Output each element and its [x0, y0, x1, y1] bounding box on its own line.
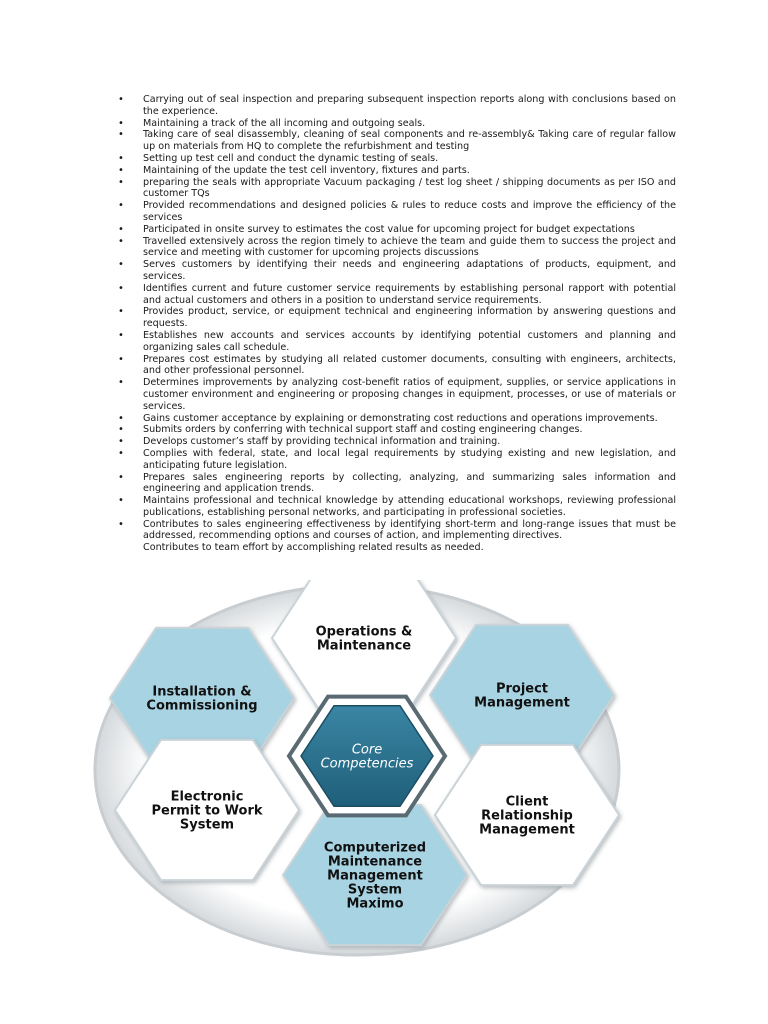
bullet-text: Contributes to sales engineering effectiveness by identifying short-term and long-range issues that must be addressed, recommending options and courses of action, and implementing directives. [143, 518, 676, 542]
core-competencies-diagram [92, 580, 632, 960]
closing-text: Contributes to team effort by accomplishing related results as needed. [143, 542, 484, 554]
bullet-marker: • [118, 471, 124, 483]
bullet-marker: • [118, 518, 124, 530]
bullet-text: Setting up test cell and conduct the dynamic testing of seals. [143, 152, 439, 164]
hex-operations-maintenance-label: Operations & [315, 624, 413, 640]
bullet-marker: • [118, 152, 124, 164]
bullet-text: Provided recommendations and designed policies & rules to reduce costs and improve the efficiency of the services [143, 200, 676, 223]
bullet-marker: • [118, 282, 124, 294]
bullet-item [116, 259, 676, 283]
hex-project-management-label: Project [495, 681, 549, 697]
bullet-text: Complies with federal, state, and local legal requirements by studying existing and new legislation, and anticipating future legislation. [143, 447, 676, 471]
bullet-item [116, 283, 676, 307]
bullet-item [116, 236, 676, 260]
bullet-text: Maintaining a track of the all incoming and outgoing seals. [143, 117, 426, 129]
bullet-text: Provides product, service, or equipment technical and engineering information by answering questions and requests. [143, 306, 676, 330]
bullet-item [116, 519, 676, 543]
bullet-item [116, 200, 676, 224]
bullet-item [116, 424, 676, 436]
core-label: Competencies [320, 756, 414, 772]
bullet-text: Develops customer’s staff by providing technical information and training. [143, 436, 501, 448]
bullet-text: Carrying out of seal inspection and preparing subsequent inspection reports along with conclusions based on the experience. [143, 94, 676, 117]
hex-computerized-maintenance-label: Maximo [346, 896, 404, 912]
hex-computerized-maintenance-label: Management [327, 868, 423, 884]
hex-project-management-label: Management [474, 695, 570, 711]
bullet-text: Maintaining of the update the test cell inventory, fixtures and parts. [143, 164, 470, 176]
bullet-text: preparing the seals with appropriate Vacuum packaging / test log sheet / shipping documents as per ISO and customer TQs [143, 176, 676, 200]
responsibilities-list [116, 94, 676, 554]
bullet-text: Prepares cost estimates by studying all related customer documents, consulting with engineers, architects, and other professional personnel. [143, 353, 676, 377]
bullet-marker: • [118, 94, 124, 105]
bullet-item [116, 224, 676, 236]
bullet-text: Maintains professional and technical knowledge by attending educational workshops, reviewing professional publications, establishing personal networks, and participating in professional societies. [143, 495, 676, 518]
hex-computerized-maintenance-label: System [347, 882, 403, 898]
bullet-item [116, 153, 676, 165]
bullet-item [116, 377, 676, 412]
bullet-marker: • [118, 447, 124, 459]
bullet-text: Travelled extensively across the region timely to achieve the team and guide them to success the project and service and meeting with customer for upcoming projects discussions [143, 235, 676, 259]
competency-hexagon-graphic [92, 580, 632, 960]
bullet-text: Prepares sales engineering reports by collecting, analyzing, and summarizing sales information and engineering and application trends. [143, 471, 676, 495]
bullet-marker: • [118, 377, 124, 389]
hex-client-relationship-label: Relationship [481, 808, 573, 824]
bullet-marker: • [118, 412, 124, 424]
bullet-marker: • [118, 436, 124, 448]
hex-installation-commissioning-label: Commissioning [146, 698, 258, 714]
bullet-marker: • [118, 129, 124, 141]
bullet-item [116, 94, 676, 118]
bullet-text: Serves customers by identifying their needs and engineering adaptations of products, equipment, and services. [143, 259, 676, 282]
bullet-text: Determines improvements by analyzing cost-benefit ratios of equipment, supplies, or service applications in customer environment and engineering or proposing changes in equipment, processes, or use of materials or services. [143, 377, 676, 412]
bullet-marker: • [118, 329, 124, 341]
bullet-marker: • [118, 164, 124, 176]
bullet-marker: • [118, 353, 124, 365]
bullet-marker: • [118, 117, 124, 129]
bullet-text: Establishes new accounts and services accounts by identifying potential customers and planning and organizing sales call schedule. [143, 329, 676, 353]
bullet-item [116, 436, 676, 448]
bullet-marker: • [118, 495, 124, 507]
hex-electronic-permit-label: Permit to Work [151, 803, 263, 819]
bullet-text: Gains customer acceptance by explaining or demonstrating cost reductions and operations improvements. [143, 412, 658, 424]
bullet-marker: • [118, 235, 124, 247]
hex-client-relationship-label: Management [479, 822, 575, 838]
bullet-marker: • [118, 223, 124, 235]
hex-operations-maintenance-label: Maintenance [316, 638, 412, 654]
hex-electronic-permit-label: Electronic [170, 789, 244, 805]
bullet-item [116, 165, 676, 177]
bullet-item [116, 177, 676, 201]
bullet-item [116, 118, 676, 130]
bullet-item [116, 306, 676, 330]
bullet-item [116, 330, 676, 354]
bullet-text: Participated in onsite survey to estimates the cost value for upcoming project for budget expectations [143, 223, 635, 235]
bullet-item [116, 495, 676, 519]
hex-computerized-maintenance-label: Computerized [323, 840, 427, 856]
hex-electronic-permit-label: System [179, 817, 235, 833]
core-label: Core [351, 742, 383, 758]
bullet-text: Submits orders by conferring with technical support staff and costing engineering changes. [143, 424, 583, 436]
bullet-item [116, 413, 676, 425]
bullet-text: Identifies current and future customer service requirements by establishing personal rapport with potential and actual customers and others in a position to understand service requirements. [143, 282, 676, 306]
bullet-marker: • [118, 176, 124, 188]
bullet-marker: • [118, 259, 124, 271]
hex-client-relationship-label: Client [505, 794, 549, 810]
bullet-text: Taking care of seal disassembly, cleaning of seal components and re-assembly& Taking care of regular fallow up on materials from HQ to complete the refurbishment and testing [143, 129, 676, 153]
bullet-item [116, 354, 676, 378]
bullet-item [116, 129, 676, 153]
hex-computerized-maintenance-label: Maintenance [327, 854, 423, 870]
bullet-marker: • [118, 424, 124, 436]
bullet-marker: • [118, 200, 124, 212]
bullet-marker: • [118, 306, 124, 318]
bullet-item [116, 448, 676, 472]
hex-installation-commissioning-label: Installation & [152, 684, 252, 700]
bullet-item [116, 472, 676, 496]
closing-line [116, 542, 676, 554]
